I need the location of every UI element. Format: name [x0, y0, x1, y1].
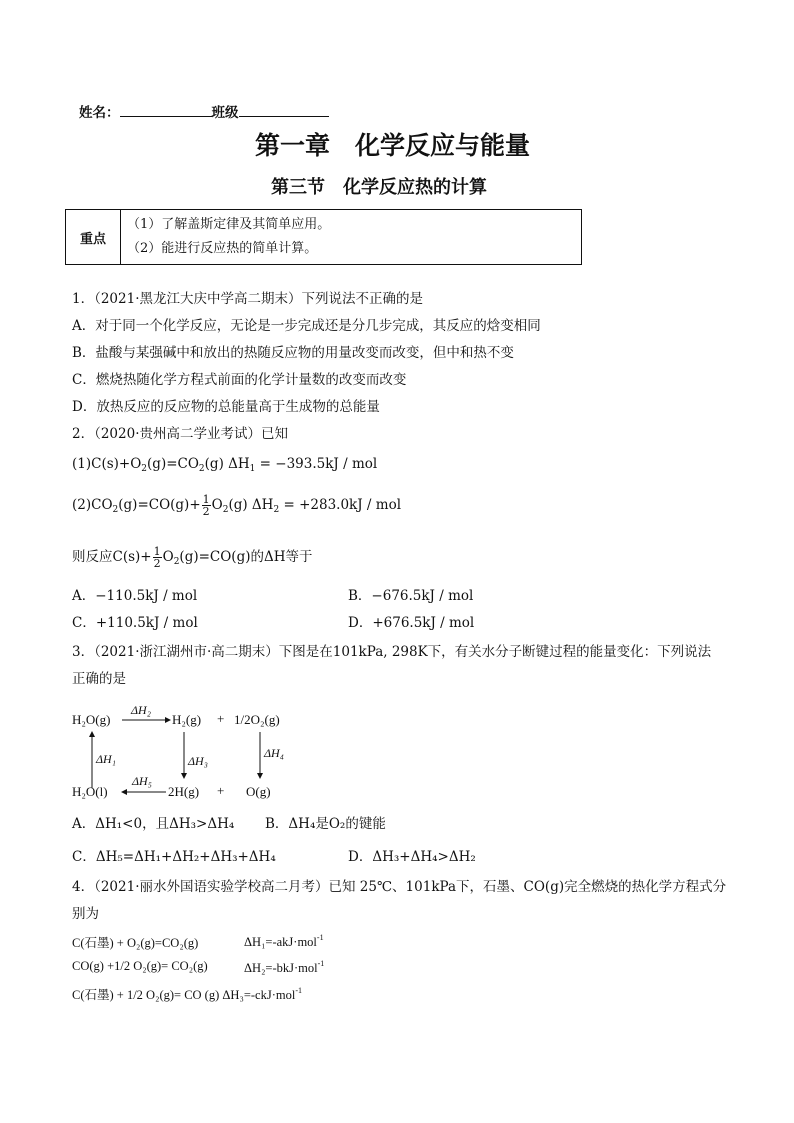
- energy-diagram: [72, 702, 302, 808]
- focus-table: [65, 209, 582, 265]
- q4-eq-2: CO(g) +1/2 O₂(g)= CO₂(g) ΔH₂=-bkJ·mol$^{-1}$: [72, 959, 325, 975]
- species-h2o-liquid: H₂O(l): [72, 784, 108, 799]
- focus-items: [121, 210, 582, 265]
- species-h2-gas: H₂(g): [172, 712, 202, 727]
- label-dh4: ΔH₄: [264, 746, 284, 760]
- species-o-gas: O(g): [246, 784, 271, 799]
- label-dh5: ΔH₅: [132, 774, 152, 788]
- q4-eq-1: C(石墨) + O₂(g)=CO₂(g) ΔH₁=-akJ·mol$^{-1}$: [72, 933, 324, 950]
- q2-equation-1: $(1)C(s)+O_2(g)=CO_2(g) \Delta H_1 = -393.5kJ$ / mol: [72, 456, 378, 474]
- q2-equation-2: $(2)CO_2(g)=CO(g)+$ $\frac{1}{2}$ $O_2(g) \Delta H_2 = +283.0kJ$ / mol: [72, 493, 402, 518]
- name-blank[interactable]: [120, 104, 212, 117]
- label-dh2: ΔH₂: [131, 703, 151, 717]
- focus-label: 重点: [66, 210, 121, 265]
- q2-option-d[interactable]: D．+676.5kJ / mol: [348, 615, 475, 631]
- q3-option-c[interactable]: C．ΔH₅=ΔH₁+ΔH₂+ΔH₃+ΔH₄: [72, 849, 276, 865]
- q2-stem: 2．（2020·贵州高二学业考试）已知: [72, 426, 288, 442]
- species-h2o-gas: H₂O(g): [72, 712, 111, 727]
- chapter-title: 第一章 化学反应与能量: [255, 131, 531, 160]
- focus-item: （2）能进行反应热的简单计算。: [127, 241, 318, 256]
- class-label: 班级: [211, 105, 239, 121]
- q1-option-c[interactable]: C．燃烧热随化学方程式前面的化学计量数的改变而改变: [72, 372, 407, 388]
- section-title: 第三节 化学反应热的计算: [271, 177, 487, 198]
- name-label: 姓名：: [79, 105, 120, 121]
- q1-stem: 1．（2021·黑龙江大庆中学高二期末）下列说法不正确的是: [72, 291, 423, 307]
- q1-option-d[interactable]: D．放热反应的反应物的总能量高于生成物的总能量: [72, 399, 380, 415]
- plus-sign: +: [217, 783, 225, 798]
- q2-option-c[interactable]: C．+110.5kJ / mol: [72, 615, 198, 631]
- q1-option-a[interactable]: A．对于同一个化学反应，无论是一步完成还是分几步完成，其反应的焓变相同: [72, 318, 541, 334]
- focus-item: （1）了解盖斯定律及其简单应用。: [127, 217, 331, 232]
- name-class-line: [79, 104, 329, 122]
- q4-stem-line1: 4．（2021·丽水外国语实验学校高二月考）已知 25℃、101kPa下，石墨、CO(g)完全燃烧的热化学方程式分: [72, 879, 727, 895]
- species-half-o2: 1/2O₂(g): [234, 712, 280, 727]
- q3-stem-line1: 3．（2021·浙江湖州市·高二期末）下图是在101kPa, 298K下，有关水分子断键过程的能量变化：下列说法: [72, 644, 712, 660]
- q2-option-b[interactable]: B．−676.5kJ / mol: [348, 588, 474, 604]
- class-blank[interactable]: [239, 104, 329, 117]
- q3-stem-line2: 正确的是: [72, 671, 126, 687]
- q4-stem-line2: 别为: [72, 906, 99, 922]
- q4-eq-3: C(石墨) + 1/2 O₂(g)= CO (g) ΔH₃=-ckJ·mol$^{-1}$: [72, 986, 302, 1002]
- label-dh3: ΔH₃: [188, 754, 208, 768]
- fraction-half: $\frac{1}{2}$: [202, 493, 210, 518]
- q2-option-a[interactable]: A．−110.5kJ / mol: [72, 588, 198, 604]
- q3-option-b[interactable]: B．ΔH₄是O₂的键能: [265, 816, 386, 832]
- q2-ask: 则反应C(s)+ $\frac{1}{2}$ $O_2(g)=CO(g)$的ΔH等于: [72, 545, 313, 570]
- species-2h-gas: 2H(g): [168, 784, 200, 799]
- fraction-half: $\frac{1}{2}$: [153, 545, 161, 570]
- q1-option-b[interactable]: B．盐酸与某强碱中和放出的热随反应物的用量改变而改变，但中和热不变: [72, 345, 514, 361]
- q3-option-d[interactable]: D．ΔH₃+ΔH₄>ΔH₂: [348, 849, 476, 865]
- label-dh1: ΔH₁: [96, 752, 116, 766]
- plus-sign: +: [217, 711, 225, 726]
- q3-option-a[interactable]: A．ΔH₁<0，且ΔH₃>ΔH₄: [72, 816, 235, 832]
